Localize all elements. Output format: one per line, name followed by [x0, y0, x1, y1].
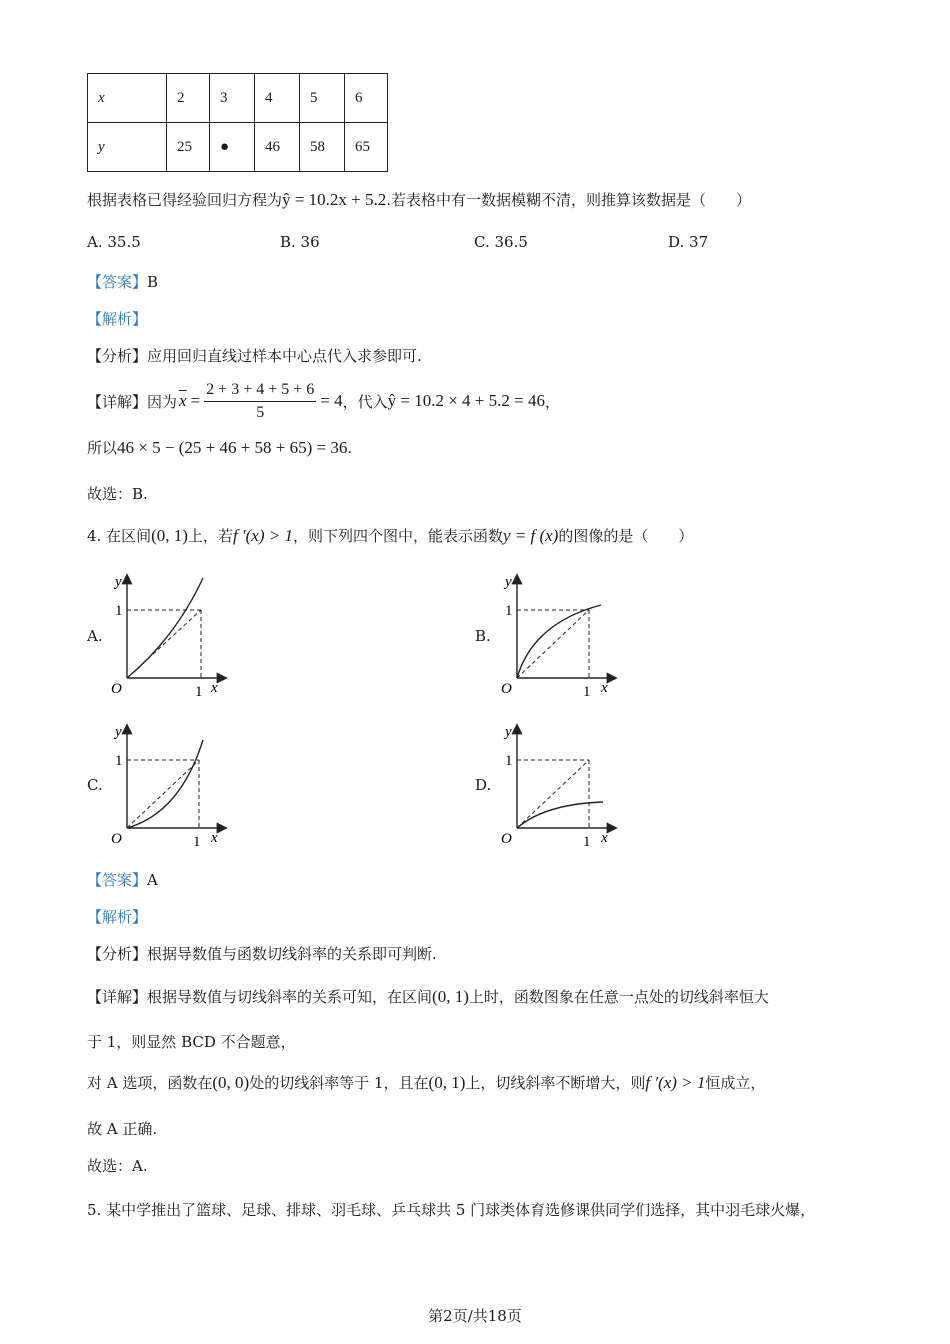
q3-equation: ŷ = 10.2x + 5.2 [282, 190, 387, 209]
tick-one-x: 1 [583, 834, 591, 850]
y-value: 65 [345, 123, 388, 172]
x-value: 5 [300, 74, 345, 123]
tick-one-y: 1 [115, 753, 123, 769]
fenxi-tag: 【分析】 [87, 945, 148, 963]
diagonal-guide [517, 610, 589, 678]
q3-stem [87, 189, 751, 210]
detail-interval: (0, 1) [432, 987, 469, 1006]
q4-stem-a: 4. 在区间 [87, 527, 152, 545]
function-curve [127, 578, 203, 678]
x-value: 6 [345, 74, 388, 123]
answer-value: B [147, 273, 159, 291]
detail-condition: f ′(x) > 1 [645, 1073, 706, 1092]
detail-text: 处的切线斜率等于 1，且在 [249, 1074, 429, 1092]
x-axis-label: x [211, 680, 218, 696]
q3-stem-suffix: .若表格中有一数据模糊不清，则推算该数据是（ ） [386, 191, 751, 209]
q3-choice: 故选：B. [87, 485, 148, 503]
origin-label: O [501, 681, 512, 697]
tick-one-y: 1 [505, 603, 513, 619]
page-footer: 第2页/共18页 [428, 1307, 522, 1325]
option-a: A. 35.5 [87, 233, 141, 251]
answer-tag: 【答案】 [87, 871, 148, 889]
y-value: 46 [255, 123, 300, 172]
graph-label-c: C. [87, 776, 103, 794]
fraction-denominator: 5 [256, 403, 265, 421]
diagonal-guide [127, 760, 199, 828]
function-curve [127, 740, 203, 828]
y-value: 25 [167, 123, 210, 172]
option-c: C. 36.5 [474, 233, 528, 251]
option-d: D. 37 [668, 233, 709, 251]
q3-answer [87, 271, 158, 292]
q3-detail: 【详解】 因为 $\overline{x}$ = $\frac{2 + 3 + 4 + 5 + 6}{5}$ = 4 ，代入 ŷ = 10.2 × 4 + 5.2 = 46 ， [87, 380, 560, 421]
data-table [87, 73, 388, 172]
y-value: ● [210, 123, 255, 172]
tick-one-x: 1 [193, 834, 201, 850]
graph-b [495, 568, 625, 703]
detail-tag: 【详解】 [87, 392, 148, 411]
detail-prefix: 因为 [147, 392, 178, 411]
line2-equation: 46 × 5 − (25 + 46 + 58 + 65) = 36 [117, 438, 348, 457]
diagonal-guide [517, 760, 589, 828]
detail-text: 根据导数值与切线斜率的关系可知，在区间 [147, 988, 433, 1006]
x-value: 3 [210, 74, 255, 123]
analysis-tag: 【解析】 [87, 908, 148, 926]
q4-stem [87, 525, 693, 546]
tick-one-x: 1 [195, 684, 203, 700]
detail-text: 对 A 选项，函数在 [87, 1074, 213, 1092]
graph-label-a: A. [87, 627, 103, 645]
table-row [88, 123, 388, 172]
q4-choice: 故选：A. [87, 1157, 148, 1175]
graph-c [105, 718, 235, 853]
x-value: 4 [255, 74, 300, 123]
graph-a [105, 568, 235, 703]
detail-point: (0, 0) [212, 1073, 250, 1092]
substitute-equation: ŷ = 10.2 × 4 + 5.2 = 46 [387, 391, 545, 410]
graph-label-d: D. [475, 776, 492, 794]
graph-d [495, 718, 625, 853]
tick-one-x: 1 [583, 684, 591, 700]
y-value: 58 [300, 123, 345, 172]
q3-stem-prefix: 根据表格已得经验回归方程为 [87, 191, 283, 209]
function-curve [517, 605, 601, 678]
fenxi-text: 应用回归直线过样本中心点代入求参即可. [147, 347, 422, 365]
option-b: B. 36 [280, 233, 320, 251]
table-row [88, 74, 388, 123]
fenxi-text: 根据导数值与函数切线斜率的关系即可判断. [147, 945, 437, 963]
answer-tag: 【答案】 [87, 273, 148, 291]
detail-interval: (0, 1) [428, 1073, 466, 1092]
q4-detail-line2: 于 1，则显然 BCD 不合题意， [87, 1033, 296, 1051]
fenxi-tag: 【分析】 [87, 347, 148, 365]
mean-result: = 4 [320, 391, 343, 410]
line2-prefix: 所以 [87, 439, 118, 457]
detail-text: 上时，函数图象在任意一点处的切线斜率恒大 [468, 988, 769, 1006]
q4-function: y = f (x) [502, 526, 559, 545]
detail-text: 上，切线斜率不断增大，则 [465, 1074, 646, 1092]
substitute-text: ，代入 [342, 392, 388, 411]
q4-condition: f ′(x) > 1 [232, 526, 293, 545]
q5-stem: 5. 某中学推出了篮球、足球、排球、羽毛球、乒乓球共 5 门球类体育选修课供同学们选择，其中羽毛球火爆， [87, 1201, 816, 1219]
q4-answer [87, 869, 158, 890]
q4-stem-c: ，则下列四个图中，能表示函数 [292, 527, 503, 545]
y-axis-label: y [115, 724, 122, 740]
mean-fraction [204, 381, 316, 422]
origin-label: O [111, 681, 122, 697]
y-axis-label: y [115, 574, 122, 590]
graph-label-b: B. [475, 627, 491, 645]
q4-detail-line1 [87, 986, 769, 1007]
answer-value: A [147, 871, 158, 889]
origin-label: O [501, 831, 512, 847]
tick-one-y: 1 [505, 753, 513, 769]
detail-text: 恒成立， [705, 1074, 766, 1092]
comma: ， [544, 392, 560, 411]
q4-stem-b: 上，若 [187, 527, 233, 545]
q4-detail-line3 [87, 1072, 765, 1093]
q4-fenxi [87, 943, 437, 964]
detail-tag: 【详解】 [87, 988, 148, 1006]
y-axis-label: y [505, 574, 512, 590]
x-axis-label: x [601, 680, 608, 696]
y-label: y [88, 123, 167, 172]
tick-one-y: 1 [115, 603, 123, 619]
origin-label: O [111, 831, 122, 847]
y-axis-label: y [505, 724, 512, 740]
q4-interval: (0, 1) [151, 526, 188, 545]
x-bar: $\overline{x}$ [179, 391, 187, 410]
x-value: 2 [167, 74, 210, 123]
x-label: x [88, 74, 167, 123]
q3-line2 [87, 437, 352, 458]
q4-stem-d: 的图像的是（ ） [558, 527, 694, 545]
x-axis-label: x [211, 830, 218, 846]
q3-fenxi [87, 345, 422, 366]
x-axis-label: x [601, 830, 608, 846]
fraction-numerator: 2 + 3 + 4 + 5 + 6 [204, 381, 316, 402]
q4-detail-line4: 故 A 正确. [87, 1120, 158, 1138]
analysis-tag: 【解析】 [87, 310, 148, 328]
function-curve [517, 802, 603, 828]
period: . [347, 439, 353, 457]
